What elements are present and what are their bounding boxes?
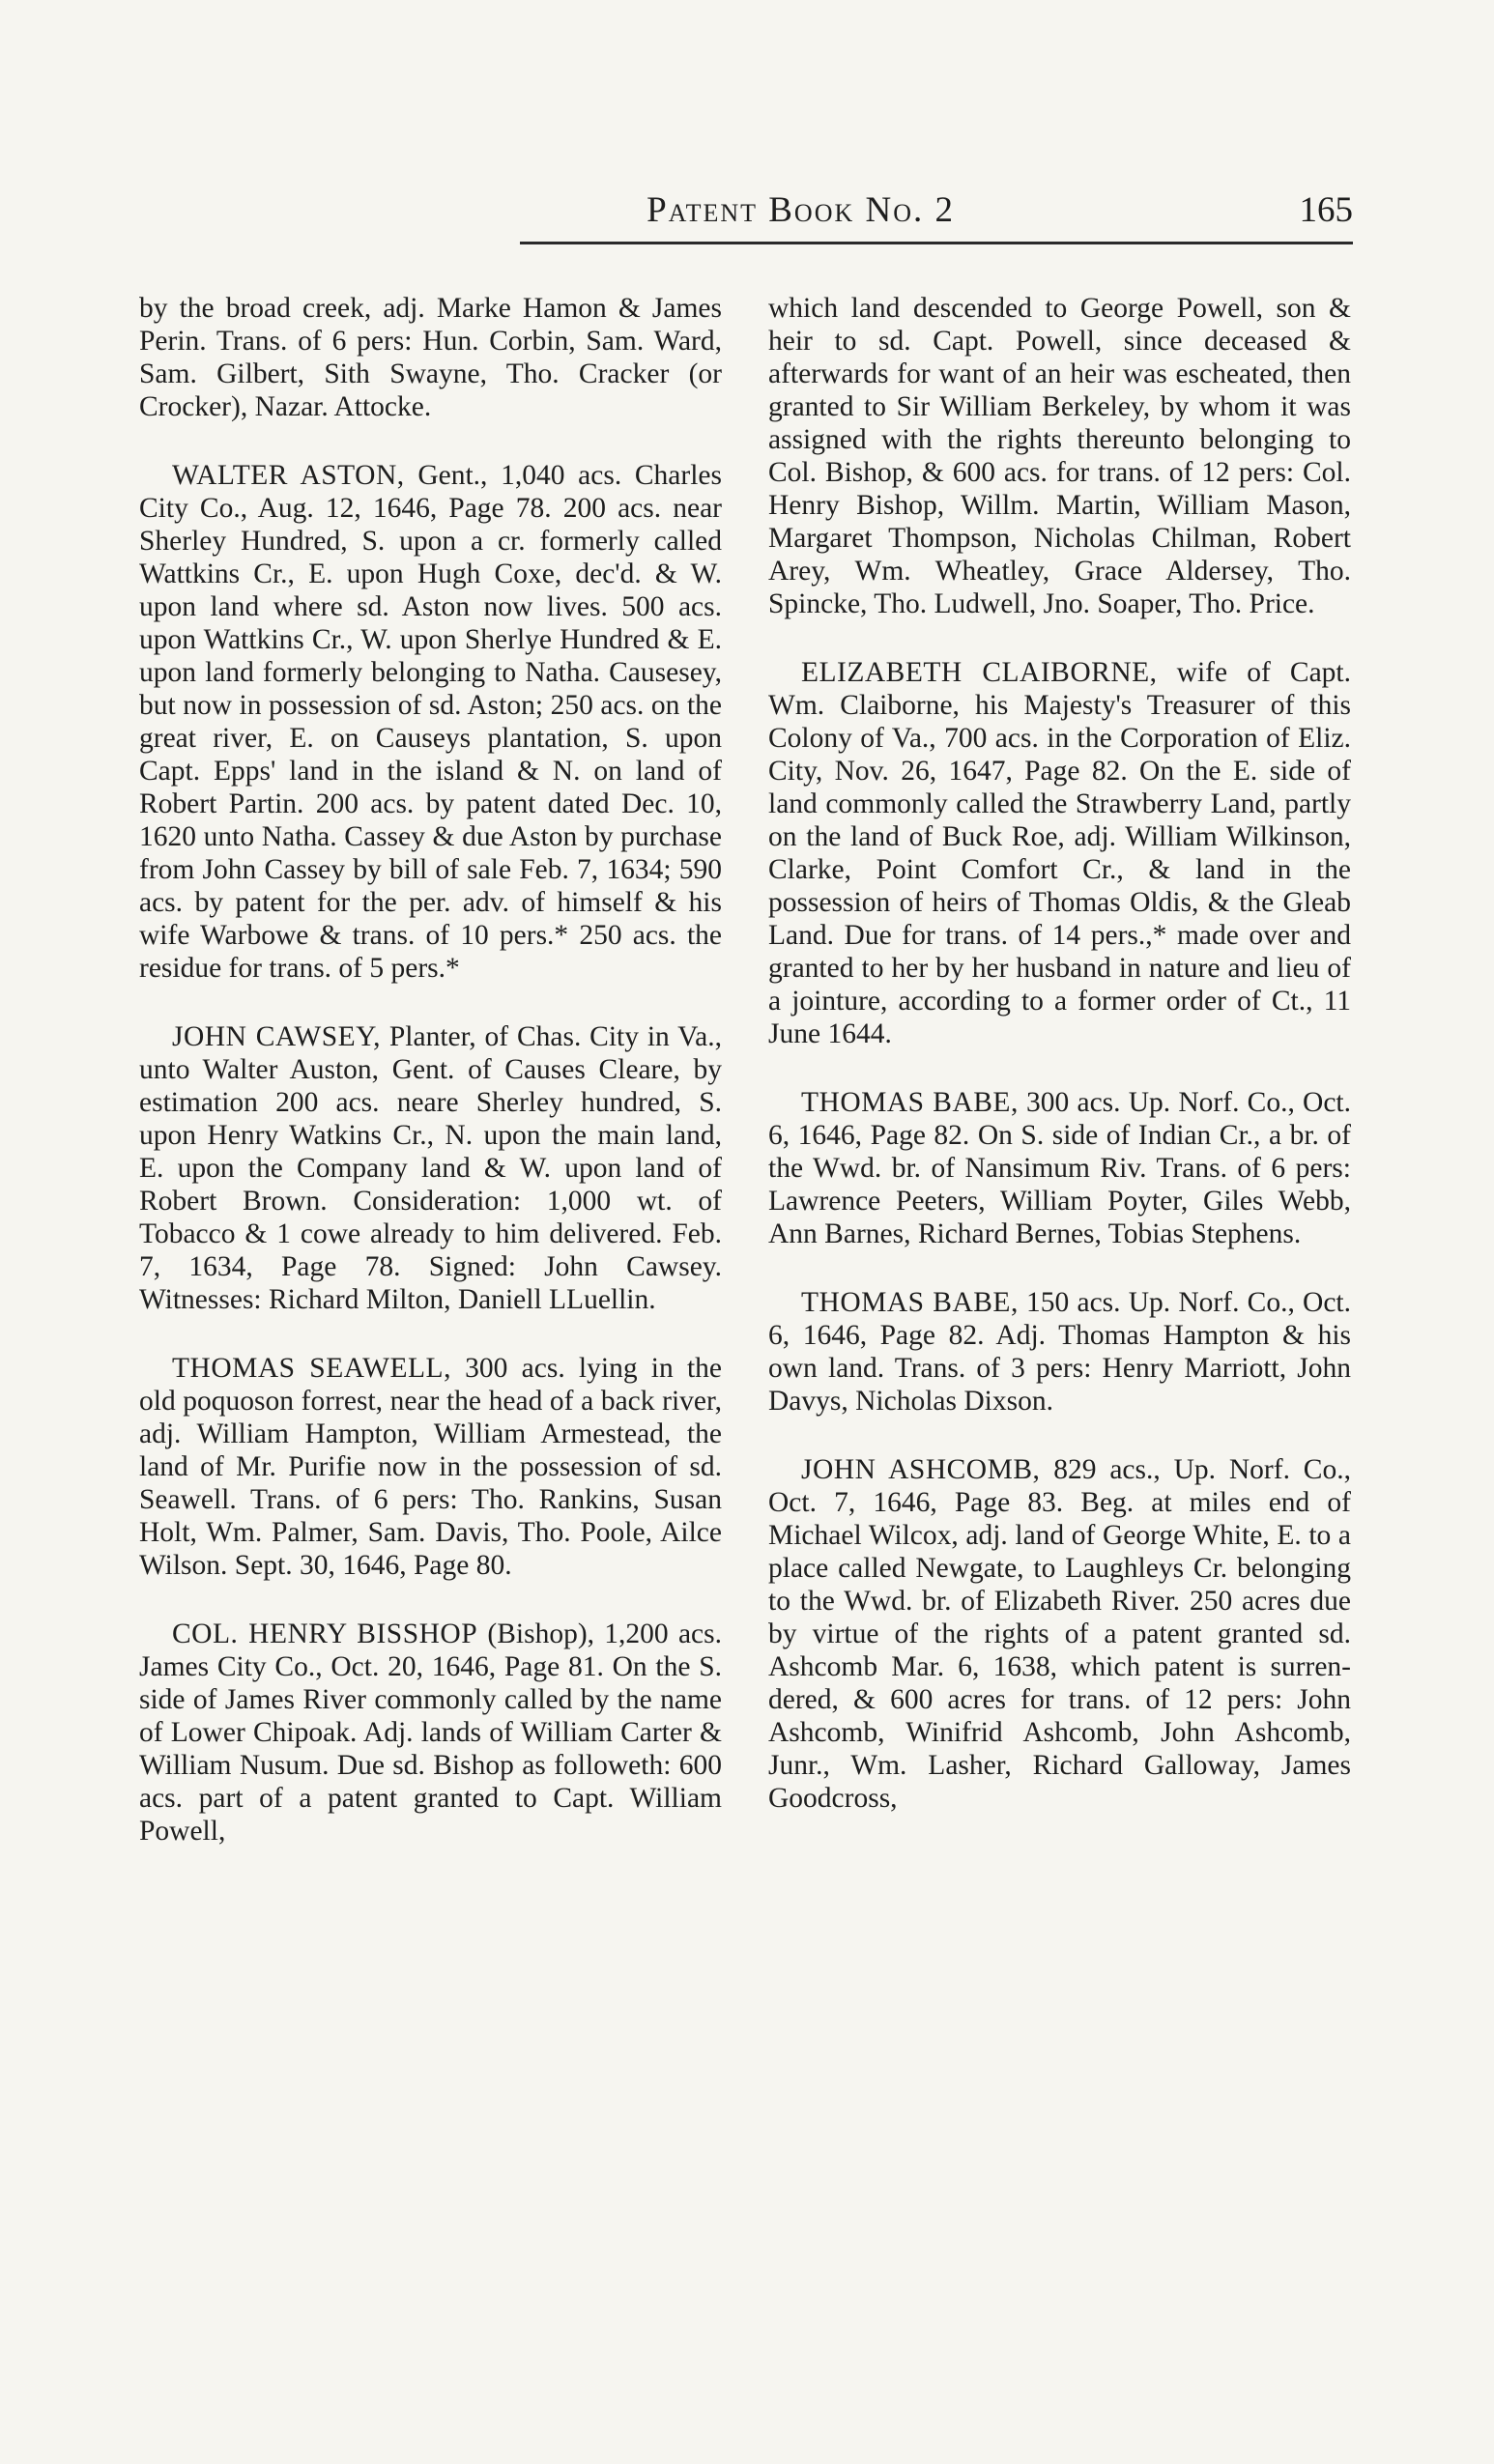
patent-entry bbox=[139, 292, 722, 423]
patent-entry bbox=[139, 1020, 722, 1316]
entry-text: Gent., 1,040 acs. Charles City Co., Aug. 12, 1646, Page 78. 200 acs. near Sherley Hundred, S. upon a cr. formerly called Wattkins Cr., E. upon Hugh Coxe, dec'd. & W. upon land where sd. Aston now lives. 500 acs. upon Wattkins Cr., W. upon Sherlye Hundred & E. upon land formerly belonging to Natha. Causesey, but now in possession of sd. Aston; 250 acs. on the great river, E. on Causeys plantation, S. upon Capt. Epps' land in the island & N. on land of Robert Partin. 200 acs. by patent dated Dec. 10, 1620 unto Natha. Cassey & due Aston by purchase from John Cassey by bill of sale Feb. 7, 1634; 590 acs. by patent for the per. adv. of himself & his wife Warbowe & trans. of 10 pers.* 250 acs. the residue for trans. of 5 pers.* bbox=[139, 460, 722, 984]
left-column bbox=[139, 292, 722, 1883]
running-title: Patent Book No. 2 bbox=[646, 190, 955, 230]
patent-entry bbox=[139, 1618, 722, 1848]
entry-name: THOMAS SEAWELL, bbox=[172, 1353, 451, 1384]
entry-text: (Bishop), 1,200 acs. James City Co., Oct. 20, 1646, Page 81. On the S. side of James River commonly called by the name of Lower Chipoak. Adj. lands of William Carter & William Nusum. Due sd. Bishop as followeth: 600 acs. part of a patent granted to Capt. William Powell, bbox=[139, 1619, 722, 1847]
entry-name: COL. HENRY BISSHOP bbox=[172, 1619, 478, 1649]
entry-text: by the broad creek, adj. Marke Hamon & James Perin. Trans. of 6 pers: Hun. Corbin, Sam. Ward, Sam. Gilbert, Sith Swayne, Tho. Cracker (or Crocker), Nazar. Attocke. bbox=[139, 293, 722, 422]
page-number: 165 bbox=[1299, 190, 1353, 230]
header-rule bbox=[520, 242, 1353, 244]
patent-entry bbox=[139, 459, 722, 985]
patent-entry bbox=[768, 292, 1351, 620]
entry-text: 300 acs. Up. Norf. Co., Oct. 6, 1646, Page 82. On S. side of Indian Cr., a br. of the Wwd. br. of Nansimum Riv. Trans. of 6 pers: Lawrence Peeters, William Poyter, Giles Webb, Ann Barnes, Richard Bernes, Tobias Stephens. bbox=[768, 1087, 1351, 1249]
entry-name: THOMAS BABE, bbox=[801, 1287, 1019, 1318]
patent-entry bbox=[768, 1086, 1351, 1250]
entry-name: ELIZABETH CLAIBORNE, bbox=[801, 657, 1158, 688]
patent-entry bbox=[768, 1286, 1351, 1418]
page-header bbox=[0, 189, 1353, 238]
entry-name: WALTER ASTON, bbox=[172, 460, 405, 491]
entry-name: THOMAS BABE, bbox=[801, 1087, 1019, 1118]
entry-text: 829 acs., Up. Norf. Co., Oct. 7, 1646, Page 83. Beg. at miles end of Michael Wilcox, adj. land of George White, E. to a place called Newgate, to Laughleys Cr. belonging to the Wwd. br. of Elizabeth River. 250 acres due by virtue of the rights of a patent granted sd. Ashcomb Mar. 6, 1638, which patent is surrendered, & 600 acres for trans. of 12 pers: John Ashcomb, Winifrid Ashcomb, John Ashcomb, Junr., Wm. Lasher, Richard Galloway, James Goodcross, bbox=[768, 1454, 1351, 1814]
patent-entry bbox=[139, 1352, 722, 1582]
patent-entry bbox=[768, 656, 1351, 1050]
entry-text: 150 acs. Up. Norf. Co., Oct. 6, 1646, Page 82. Adj. Thomas Hampton & his own land. Trans. of 3 pers: Henry Marriott, John Davys, Nicholas Dixson. bbox=[768, 1287, 1351, 1417]
entry-name: JOHN CAWSEY, bbox=[172, 1021, 382, 1052]
entry-text: wife of Capt. Wm. Claiborne, his Majesty's Treasurer of this Colony of Va., 700 acs. in the Corporation of Eliz. City, Nov. 26, 1647, Page 82. On the E. side of land commonly called the Strawberry Land, partly on the land of Buck Roe, adj. William Wilkinson, Clarke, Point Comfort Cr., & land in the possession of heirs of Thomas Oldis, & the Gleab Land. Due for trans. of 14 pers.,* made over and granted to her by her husband in nature and lieu of a jointure, according to a former order of Ct., 11 June 1644. bbox=[768, 657, 1351, 1049]
right-column bbox=[768, 292, 1351, 1850]
entry-text: which land descended to George Powell, son & heir to sd. Capt. Powell, since deceased & afterwards for want of an heir was escheated, then granted to Sir William Berkeley, by whom it was assigned with the rights thereunto belonging to Col. Bishop, & 600 acs. for trans. of 12 pers: Col. Henry Bishop, Willm. Martin, William Mason, Margaret Thompson, Nicholas Chilman, Robert Arey, Wm. Wheatley, Grace Aldersey, Tho. Spincke, Tho. Ludwell, Jno. Soaper, Tho. Price. bbox=[768, 293, 1351, 619]
entry-text: Planter, of Chas. City in Va., unto Walter Auston, Gent. of Causes Cleare, by estimation 200 acs. neare Sherley hundred, S. upon Henry Watkins Cr., N. upon the main land, E. upon the Company land & W. upon land of Robert Brown. Consideration: 1,000 wt. of Tobacco & 1 cowe already to him delivered. Feb. 7, 1634, Page 78. Signed: John Cawsey. Witnesses: Richard Milton, Daniell LLuellin. bbox=[139, 1021, 723, 1315]
patent-entry bbox=[768, 1453, 1351, 1815]
entry-name: JOHN ASHCOMB, bbox=[801, 1454, 1041, 1485]
entry-text: 300 acs. lying in the old poquoson forrest, near the head of a back river, adj. William Hampton, William Armestead, the land of Mr. Purifie now in the possession of sd. Seawell. Trans. of 6 pers: Tho. Rankins, Susan Holt, Wm. Palmer, Sam. Davis, Tho. Poole, Ailce Wilson. Sept. 30, 1646, Page 80. bbox=[139, 1353, 723, 1581]
